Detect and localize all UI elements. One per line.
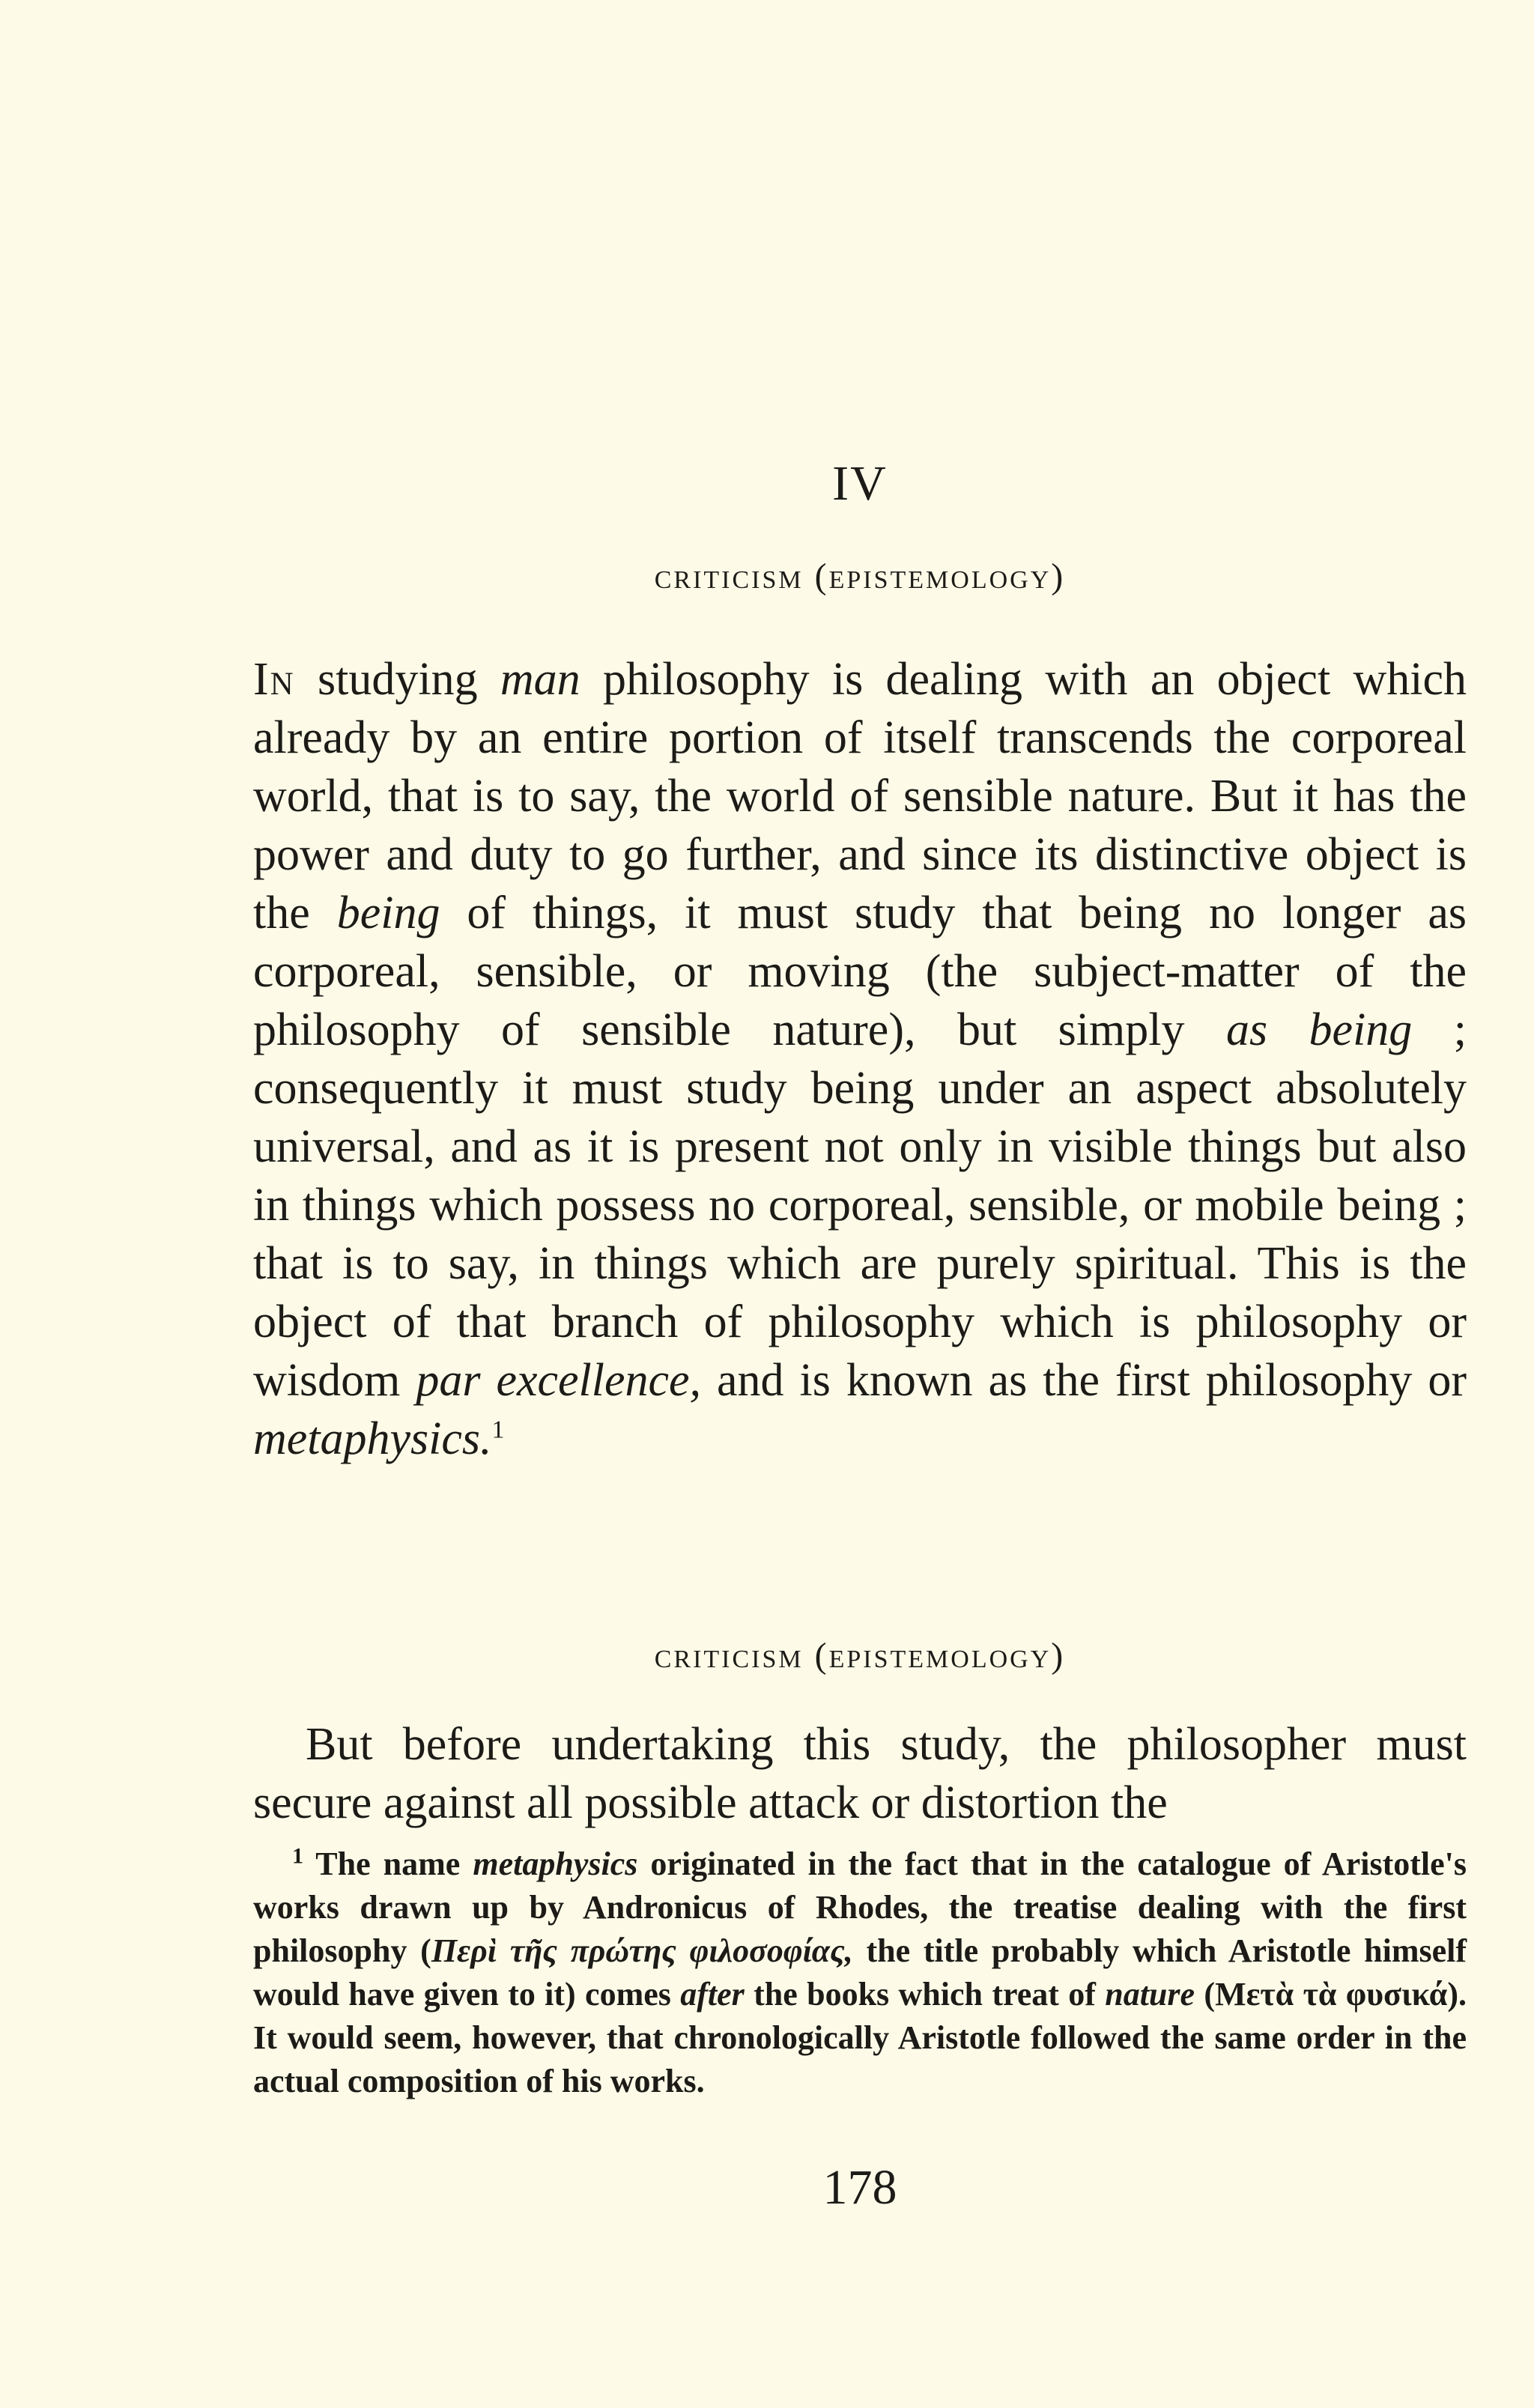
paragraph-1-italic-5: metaphysics. (253, 1413, 492, 1464)
footnote-italic-3: nature (1105, 1976, 1195, 2013)
section-heading-mid (253, 1635, 1467, 1676)
paragraph-1-text-4: ; consequently it must study being under an aspect absolutely universal, and as it is present not only in visible things but also in things which possess no corporeal, sensible, or mobile being ; that is to say, in things which are purely spiritual. This is the object of that branch of philosophy which is philosophy or wisdom (253, 1004, 1467, 1406)
footnote-reference: 1 (491, 1416, 505, 1444)
footnote-greek-2: Μετὰ τὰ φυσικά (1215, 1976, 1448, 2013)
book-page (253, 0, 1467, 2408)
footnote-italic-2: after (680, 1976, 745, 2013)
footnote-text-3: the title probably which Aristotle himself would have given to it) comes (253, 1932, 1467, 2013)
paragraph-1-text-3: of things, it must study that being no longer as corporeal, sensible, or moving (the subject-matter of the philosophy of sensible nature), but simply (253, 888, 1467, 1055)
footnote-text-1: The name (303, 1846, 473, 1882)
footnote-italic-1: metaphysics (473, 1846, 638, 1882)
footnote-text-4: the books which treat of (744, 1976, 1106, 2013)
footnote-mark: 1 (292, 1843, 303, 1869)
footnote-text-2: originated in the fact that in the catalogue of Aristotle's works drawn up by Andronicus of Rhodes, the treatise dealing with the first philosophy ( (253, 1846, 1467, 1969)
footnote-greek-1: Περὶ τῆς πρώτης φιλοσοφίας, (431, 1932, 853, 1969)
section-heading-top (253, 556, 1467, 597)
paragraph-1-italic-2: being (336, 888, 440, 938)
footnote-text-5: ( (1195, 1976, 1216, 2013)
section-heading-top-text: criticism (epistemology) (654, 556, 1066, 596)
paragraph-1-italic-4: par excellence, (416, 1355, 702, 1406)
footnote (253, 1843, 1467, 2103)
footnote-text-6: ). It would seem, however, that chronologically Aristotle followed the same order in the actual composition of his works. (253, 1976, 1467, 2099)
paragraph-1 (253, 650, 1467, 1468)
page-number: 178 (822, 2160, 897, 2215)
paragraph-2: But before undertaking this study, the philosopher must secure against all possible attack or distortion the (253, 1719, 1467, 1828)
paragraph-1-italic-1: man (500, 654, 580, 705)
paragraph-1-text-5: and is known as the first philosophy or (701, 1355, 1467, 1406)
drop-cap: In (253, 654, 295, 705)
paragraph-1-italic-3: as being (1225, 1004, 1413, 1055)
paragraph-1-text-2: philosophy is dealing with an object which already by an entire portion of itself transcends the corporeal world, that is to say, the world of sensible nature. But it has the power and duty to go further, and since its distinctive object is the (253, 654, 1467, 938)
section-heading-mid-text: criticism (epistemology) (654, 1636, 1066, 1675)
chapter-number: IV (832, 456, 888, 511)
paragraph-1-text-1: studying (294, 654, 500, 705)
